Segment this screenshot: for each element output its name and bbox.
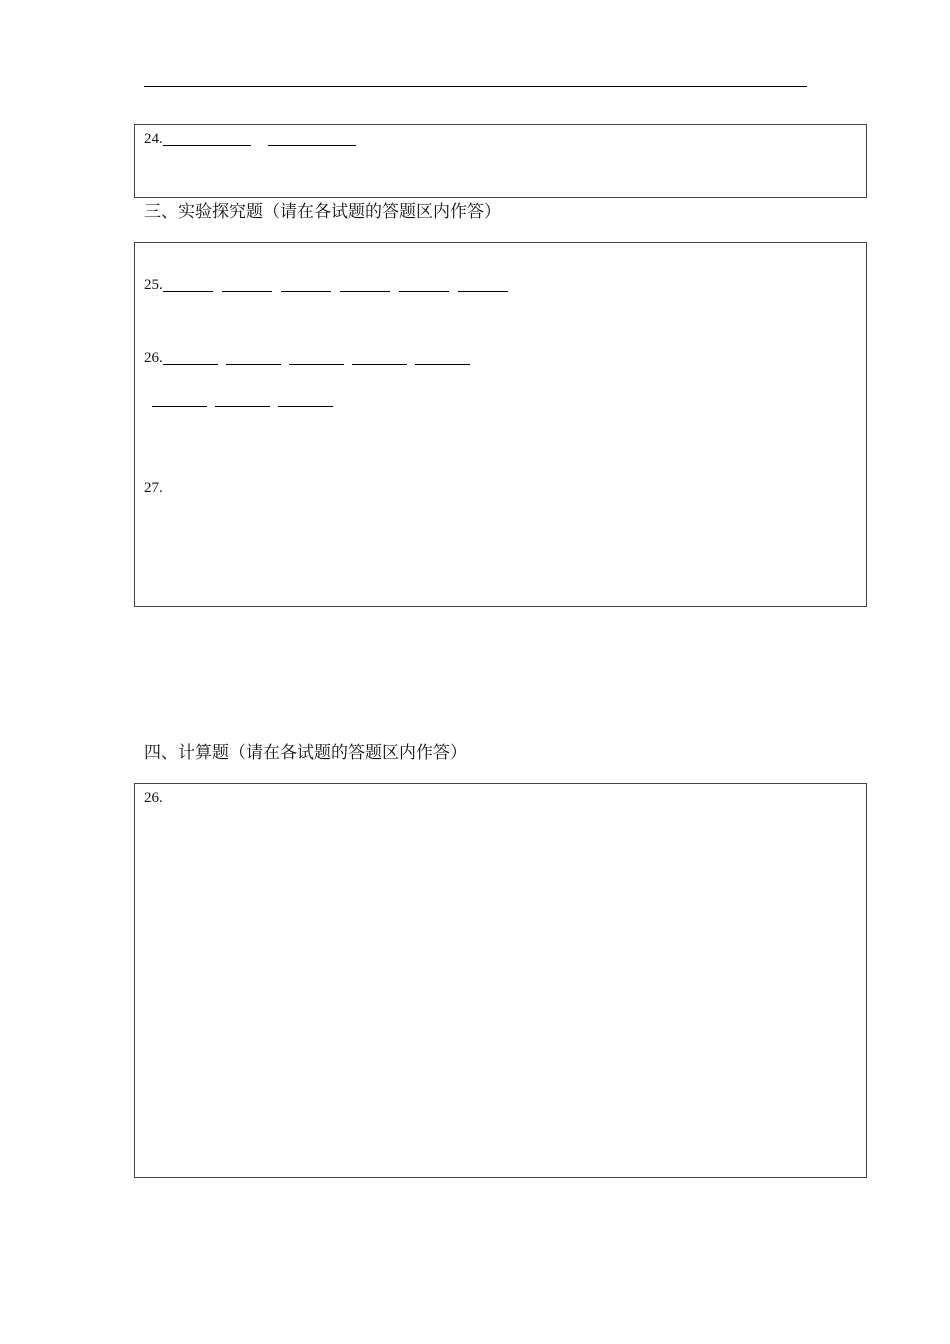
question-26-line bbox=[144, 349, 470, 367]
answer-blank[interactable] bbox=[289, 364, 344, 365]
question-24-line bbox=[144, 130, 356, 148]
answer-box-experiment bbox=[134, 242, 867, 607]
question-25-line bbox=[144, 276, 508, 294]
question-26-calc-line bbox=[144, 789, 163, 807]
answer-blank[interactable] bbox=[340, 291, 390, 292]
question-27-line bbox=[144, 479, 163, 497]
answer-blank[interactable] bbox=[281, 291, 331, 292]
answer-blank[interactable] bbox=[458, 291, 508, 292]
question-number: 24. bbox=[144, 131, 163, 147]
answer-blank[interactable] bbox=[163, 291, 213, 292]
section-title-experiment: 三、实验探究题（请在各试题的答题区内作答） bbox=[144, 202, 501, 222]
question-26-continued-line bbox=[152, 406, 333, 409]
answer-box-calculation bbox=[134, 783, 867, 1178]
answer-blank[interactable] bbox=[352, 364, 407, 365]
answer-blank[interactable] bbox=[163, 364, 218, 365]
answer-blank[interactable] bbox=[399, 291, 449, 292]
answer-box-24 bbox=[134, 124, 867, 198]
question-number: 27. bbox=[144, 480, 163, 496]
question-number: 25. bbox=[144, 277, 163, 293]
question-number: 26. bbox=[144, 350, 163, 366]
header-rule bbox=[144, 86, 807, 87]
answer-blank[interactable] bbox=[215, 406, 270, 407]
answer-blank[interactable] bbox=[226, 364, 281, 365]
question-number: 26. bbox=[144, 790, 163, 806]
answer-blank[interactable] bbox=[222, 291, 272, 292]
answer-blank[interactable] bbox=[268, 145, 356, 146]
answer-blank[interactable] bbox=[415, 364, 470, 365]
answer-blank[interactable] bbox=[163, 145, 251, 146]
answer-blank[interactable] bbox=[278, 406, 333, 407]
answer-blank[interactable] bbox=[152, 406, 207, 407]
section-title-calculation: 四、计算题（请在各试题的答题区内作答） bbox=[144, 743, 467, 763]
